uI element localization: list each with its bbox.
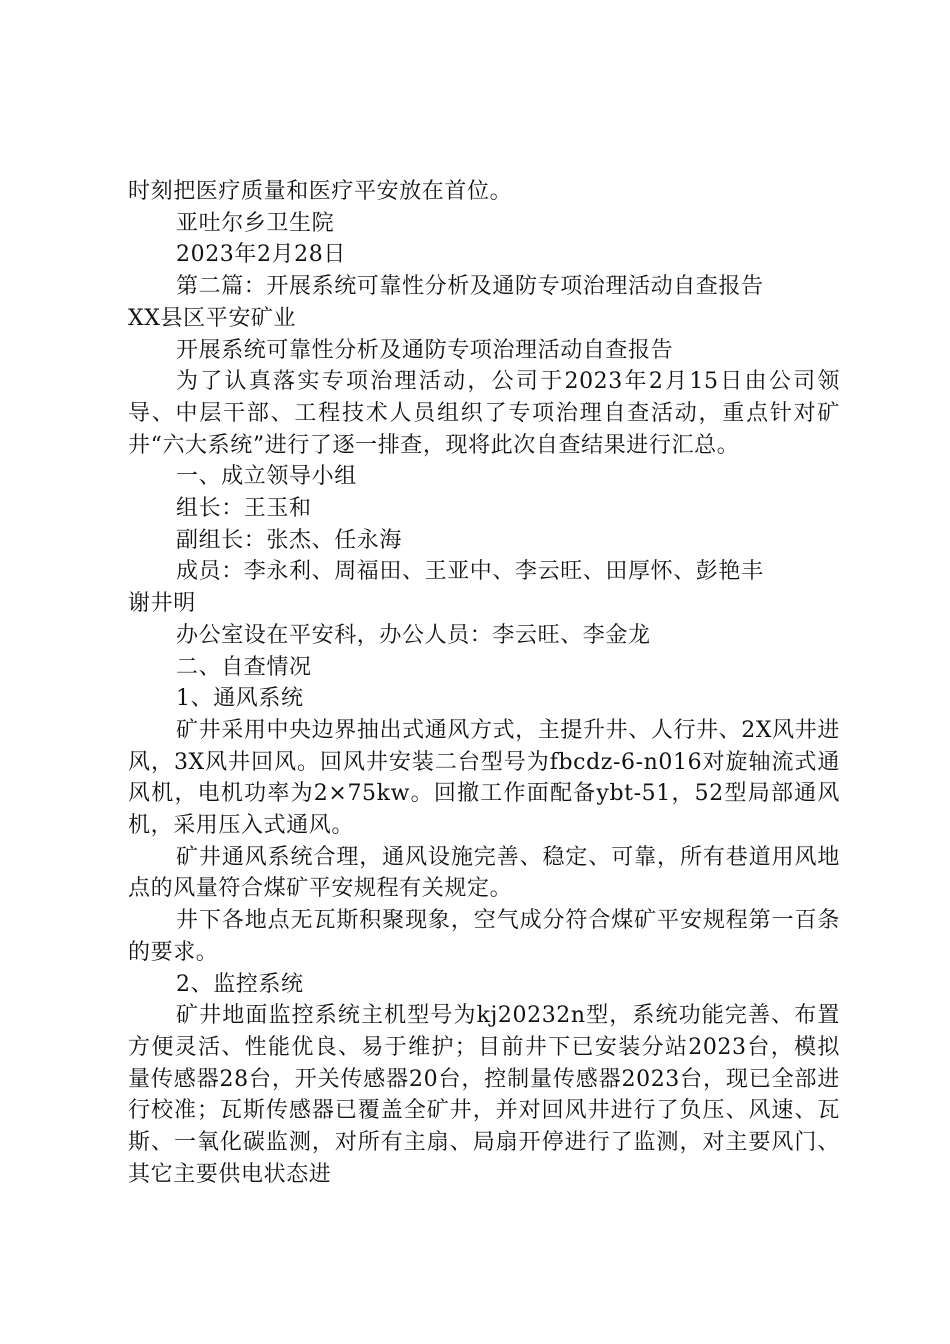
section-heading-part-two: 第二篇：开展系统可靠性分析及通防专项治理活动自查报告 [176, 274, 764, 300]
paragraph-group-leader: 组长：王玉和 [176, 496, 312, 522]
paragraph-ventilation-compliance: 矿井通风系统合理，通风设施完善、稳定、可靠，所有巷道用风地点的风量符合煤矿平安规程有关规定。 [128, 844, 840, 902]
document-body [128, 176, 840, 1191]
paragraph-office: 办公室设在平安科，办公人员：李云旺、李金龙 [176, 622, 651, 648]
subheading-monitoring-system: 2、监控系统 [176, 971, 304, 997]
heading-self-inspection: 二、自查情况 [176, 654, 312, 680]
paragraph-introduction: 为了认真落实专项治理活动，公司于2023年2月15日由公司领导、中层干部、工程技术人员组织了专项治理自查活动，重点针对矿井“六大系统”进行了逐一排查，现将此次自查结果进行汇总。 [128, 369, 840, 458]
paragraph-gas-accumulation: 井下各地点无瓦斯积聚现象，空气成分符合煤矿平安规程第一百条的要求。 [128, 908, 840, 965]
paragraph-monitoring-details: 矿井地面监控系统主机型号为kj20232n型，系统功能完善、布置方便灵活、性能优良、易于维护；目前井下已安装分站2023台，模拟量传感器28台，开关传感器20台，控制量传感器2023台，现已全部进行校准；瓦斯传感器已覆盖全矿井，并对回风井进行了负压、风速、瓦斯、一氧化碳监测，对所有主扇、局扇开停进行了监测，对主要风门、其它主要供电状态进 [128, 1003, 840, 1187]
paragraph-deputy-leaders: 副组长：张杰、任永海 [176, 527, 403, 553]
paragraph-signature-date: 2023年2月28日 [176, 242, 346, 268]
paragraph-company-name: XX县区平安矿业 [128, 305, 297, 331]
heading-leadership-group: 一、成立领导小组 [176, 464, 357, 490]
subheading-ventilation-system: 1、通风系统 [176, 686, 304, 712]
paragraph-members-continued: 谢井明 [128, 591, 196, 617]
paragraph-signature-org: 亚吐尔乡卫生院 [176, 210, 335, 236]
paragraph-ventilation-method: 矿井采用中央边界抽出式通风方式，主提升井、人行井、2X风井进风，3X风井回风。回风井安装二台型号为fbcdz-6-n016对旋轴流式通风机，电机功率为2×75kw。回撤工作面配备ybt-51，52型局部通风机，采用压入式通风。 [128, 717, 840, 839]
paragraph-closing-sentence: 时刻把医疗质量和医疗平安放在首位。 [128, 179, 513, 204]
report-title: 开展系统可靠性分析及通防专项治理活动自查报告 [176, 337, 674, 363]
paragraph-members: 成员：李永利、周福田、王亚中、李云旺、田厚怀、彭艳丰 [176, 559, 764, 585]
